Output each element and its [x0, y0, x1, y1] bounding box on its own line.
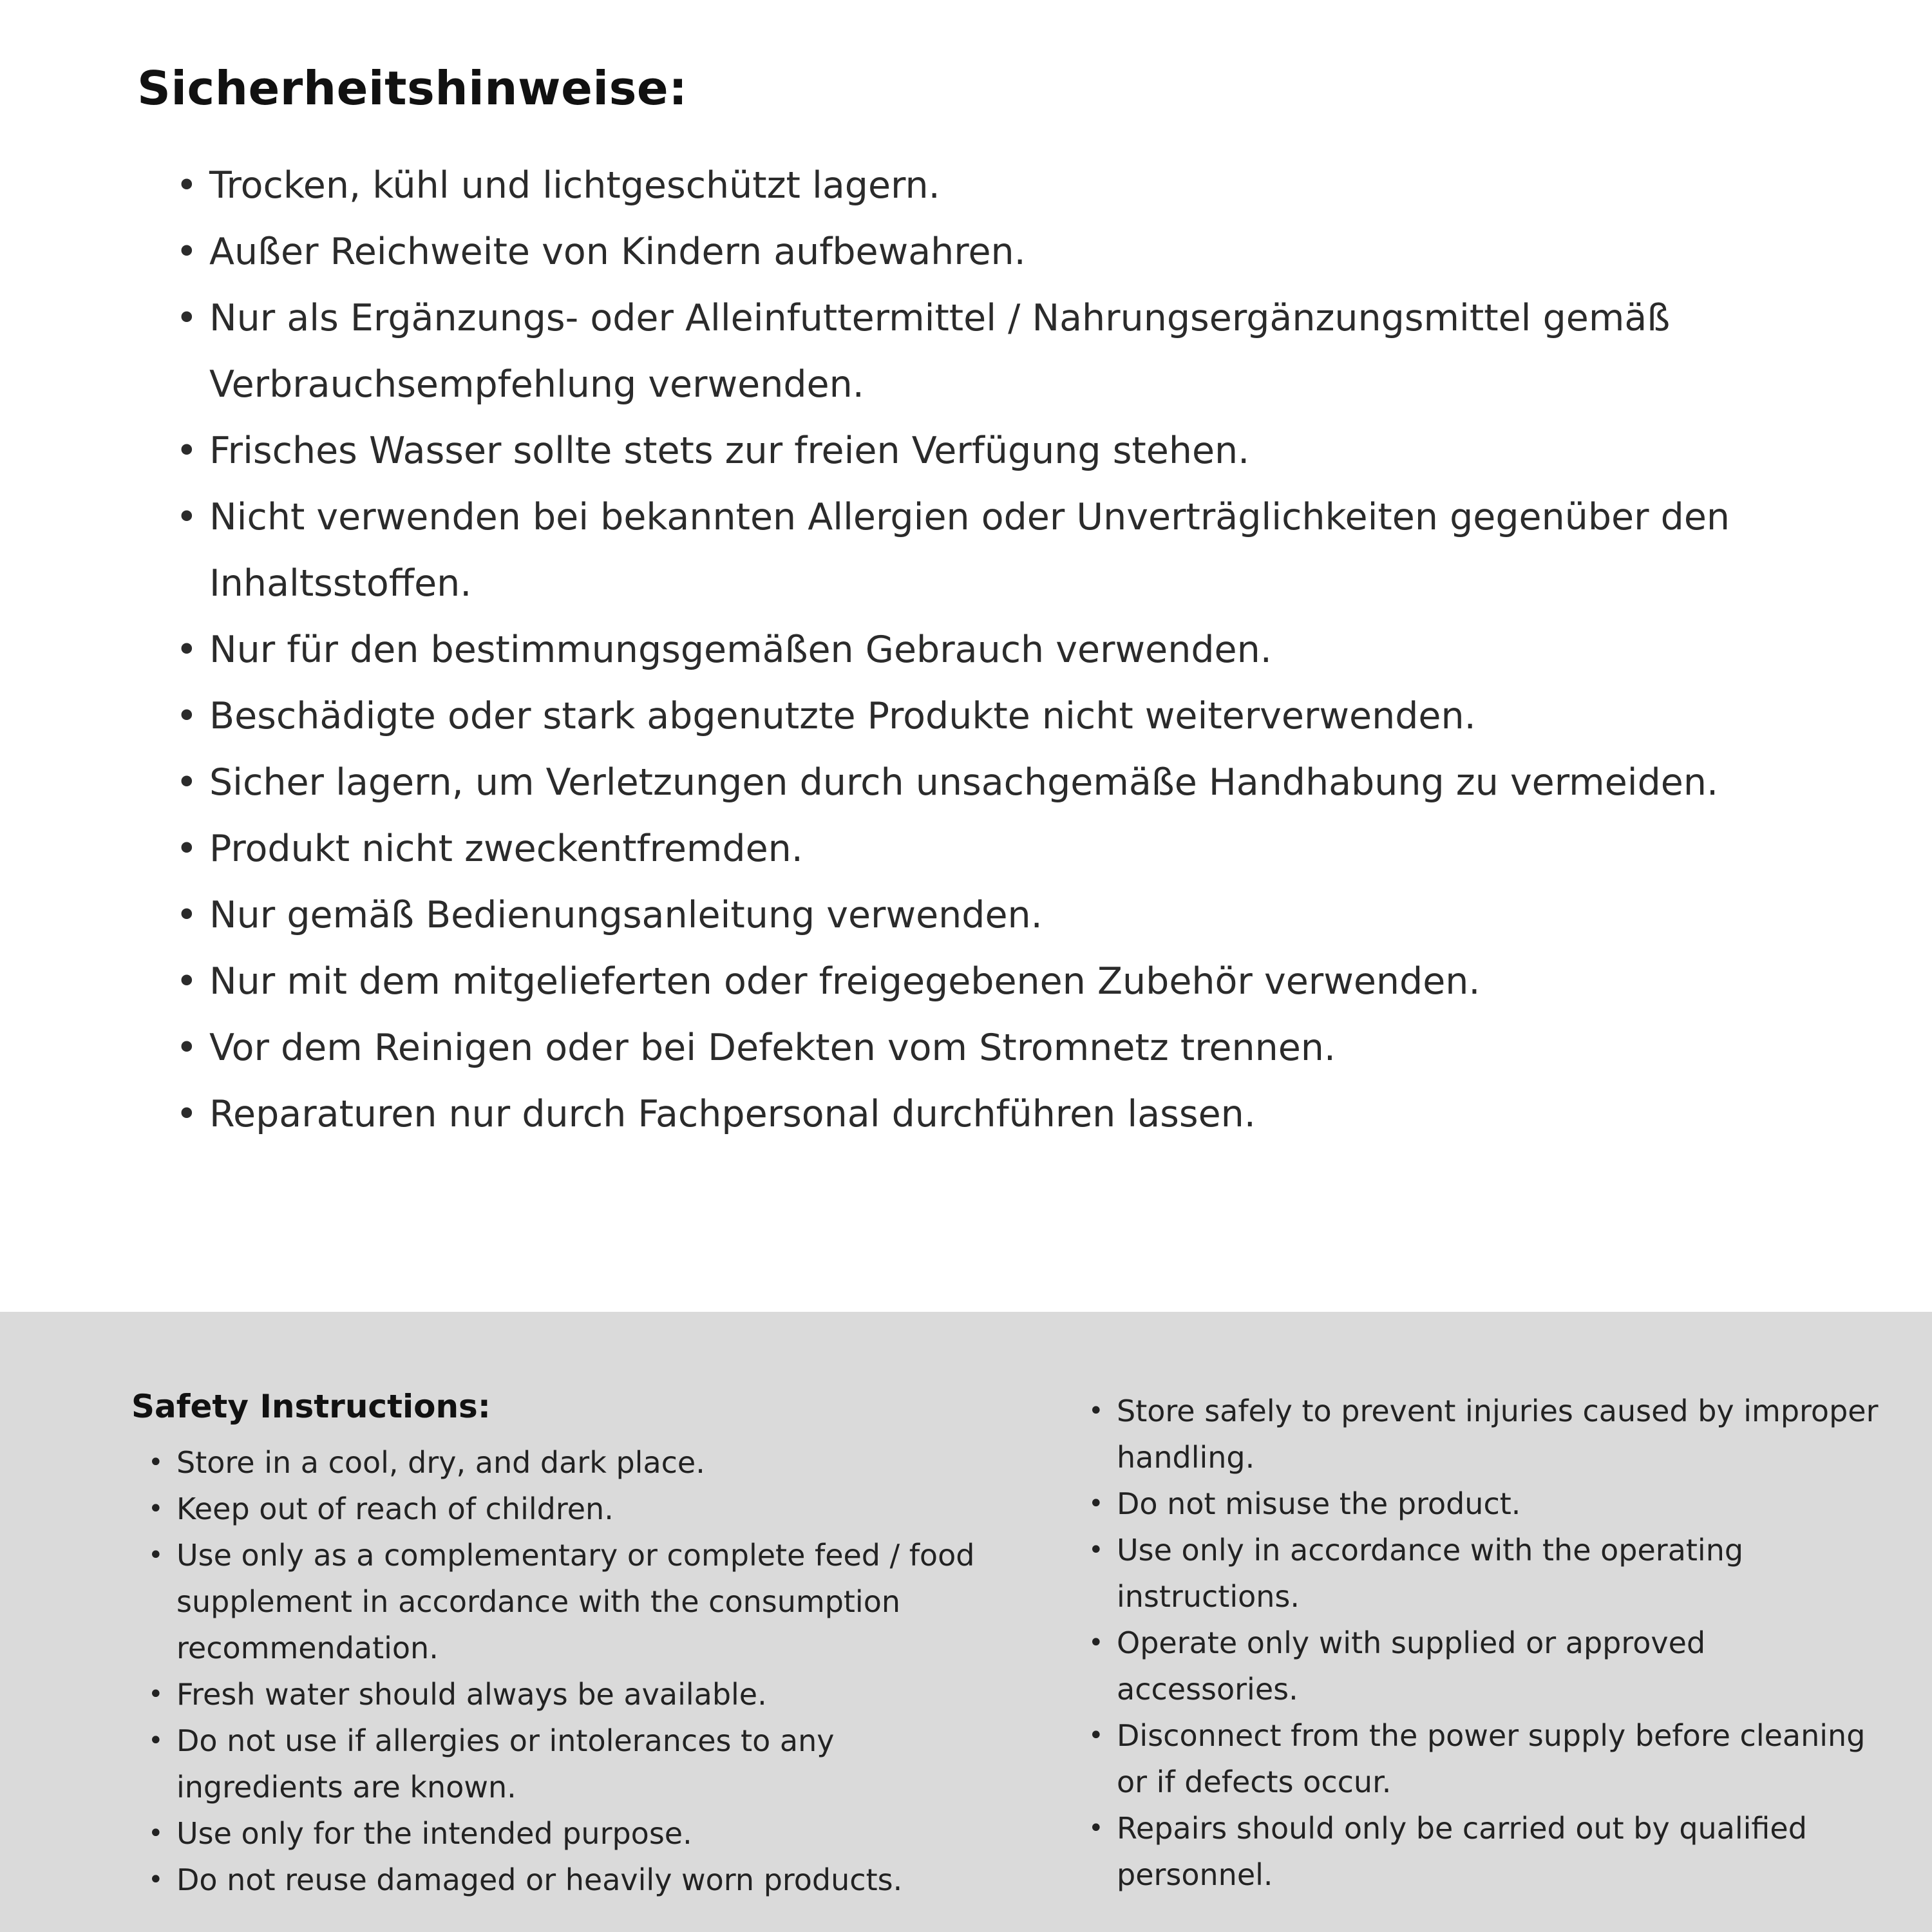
- english-left-column: [131, 1388, 994, 1932]
- english-safety-list-left: [148, 1439, 994, 1903]
- english-safety-item: • Use only in accordance with the operating instructions.: [1088, 1527, 1883, 1620]
- german-safety-item: • Vor dem Reinigen oder bei Defekten vom Stromnetz trennen.: [176, 1015, 1861, 1081]
- german-safety-item: • Nur für den bestimmungsgemäßen Gebrauch verwenden.: [176, 617, 1861, 683]
- german-safety-item: • Frisches Wasser sollte stets zur freien Verfügung stehen.: [176, 418, 1861, 484]
- english-safety-item: • Do not misuse the product.: [1088, 1481, 1883, 1527]
- english-safety-item: • Use only for the intended purpose.: [148, 1810, 994, 1857]
- german-safety-item: • Außer Reichweite von Kindern aufbewahren.: [176, 219, 1861, 285]
- english-safety-item: • Do not use if allergies or intolerances to any ingredients are known.: [148, 1718, 994, 1810]
- german-safety-item: • Produkt nicht zweckentfremden.: [176, 816, 1861, 882]
- german-safety-list: [176, 153, 1861, 1148]
- german-safety-item: • Nur mit dem mitgelieferten oder freigegebenen Zubehör verwenden.: [176, 949, 1861, 1015]
- english-safety-item: • Disconnect from the power supply before cleaning or if defects occur.: [1088, 1712, 1883, 1805]
- english-safety-item: • Store in a cool, dry, and dark place.: [148, 1439, 994, 1486]
- english-safety-item: • Fresh water should always be available.: [148, 1671, 994, 1718]
- english-safety-item: • Do not reuse damaged or heavily worn products.: [148, 1857, 994, 1903]
- english-safety-item: • Keep out of reach of children.: [148, 1486, 994, 1532]
- german-safety-title: Sicherheitshinweise:: [137, 61, 688, 115]
- english-safety-item: • Store safely to prevent injuries caused by improper handling.: [1088, 1388, 1883, 1481]
- english-safety-item: • Repairs should only be carried out by qualified personnel.: [1088, 1805, 1883, 1898]
- english-safety-item: • Use only as a complementary or complete feed / food supplement in accordance with the consumption recommendation.: [148, 1532, 994, 1671]
- german-safety-item: • Nur gemäß Bedienungsanleitung verwenden.: [176, 882, 1861, 949]
- german-safety-item: • Reparaturen nur durch Fachpersonal durchführen lassen.: [176, 1081, 1861, 1148]
- german-safety-item: • Trocken, kühl und lichtgeschützt lagern.: [176, 153, 1861, 219]
- english-safety-section: [0, 1312, 1932, 1932]
- german-safety-item: • Beschädigte oder stark abgenutzte Produkte nicht weiterverwenden.: [176, 683, 1861, 750]
- english-right-column: [1072, 1388, 1883, 1932]
- german-safety-item: • Sicher lagern, um Verletzungen durch unsachgemäße Handhabung zu vermeiden.: [176, 750, 1861, 816]
- german-safety-item: • Nicht verwenden bei bekannten Allergien oder Unverträglichkeiten gegenüber den Inhaltsstoffen.: [176, 484, 1861, 617]
- english-safety-list-right: [1088, 1388, 1883, 1898]
- german-safety-item: • Nur als Ergänzungs- oder Alleinfuttermittel / Nahrungsergänzungsmittel gemäß Verbrauchsempfehlung verwenden.: [176, 285, 1861, 418]
- english-safety-title: Safety Instructions:: [131, 1388, 491, 1425]
- english-safety-item: • Operate only with supplied or approved accessories.: [1088, 1620, 1883, 1712]
